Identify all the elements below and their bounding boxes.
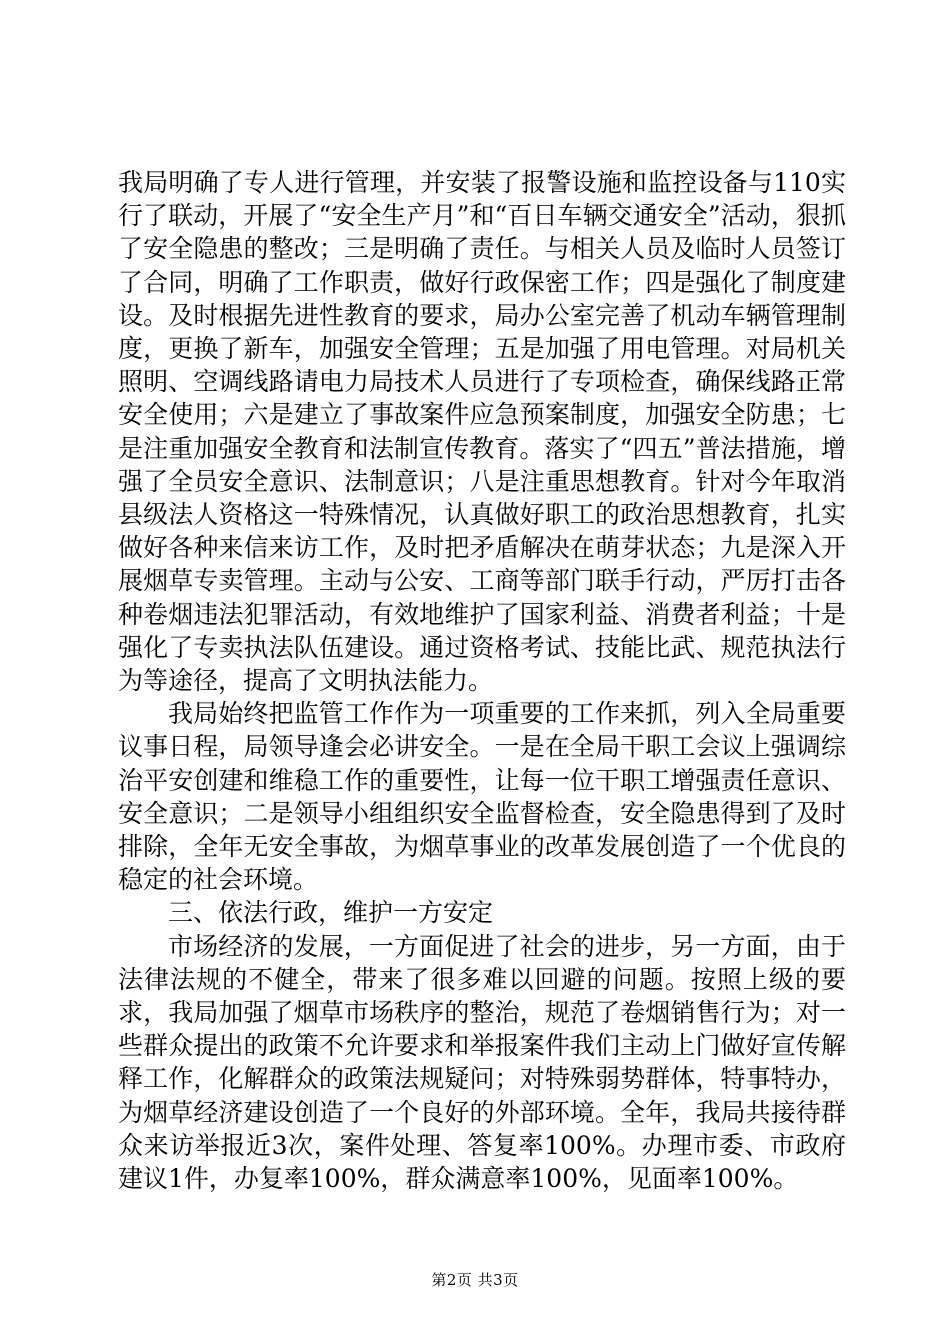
section-heading: 三、依法行政，维护一方安定 [168,898,494,928]
paragraph-market-economy: 市场经济的发展，一方面促进了社会的进步，另一方面，由于法律法规的不健全，带来了很多难以回避的问题。按照上级的要求，我局加强了烟草市场秩序的整治，规范了卷烟销售行为；对一些群众提出的政策不允许要求和举报案件我们主动上门做好宣传解释工作，化解群众的政策法规疑问；对特殊弱势群体，特事特办，为烟草经济建设创造了一个良好的外部环境。全年，我局共接待群众来访举报近3次，案件处理、答复率100%。办理市委、市政府建议1件，办复率100%，群众满意率100%，见面率100%。 [118,931,846,1194]
paragraph-supervision: 我局始终把监管工作作为一项重要的工作来抓，列入全局重要议事日程，局领导逢会必讲安全。一是在全局干职工会议上强调综治平安创建和维稳工作的重要性，让每一位干职工增强责任意识、安全意识；二是领导小组组织安全监督检查，安全隐患得到了及时排除，全年无安全事故，为烟草事业的改革发展创造了一个优良的稳定的社会环境。 [118,699,846,895]
document-body [118,166,846,1195]
paragraph-safety-measures: 我局明确了专人进行管理，并安装了报警设施和监控设备与110实行了联动，开展了“安全生产月”和“百日车辆交通安全”活动，狠抓了安全隐患的整改；三是明确了责任。与相关人员及临时人员签订了合同，明确了工作职责，做好行政保密工作；四是强化了制度建设。及时根据先进性教育的要求，局办公室完善了机动车辆管理制度，更换了新车，加强安全管理；五是加强了用电管理。对局机关照明、空调线路请电力局技术人员进行了专项检查，确保线路正常安全使用；六是建立了事故案件应急预案制度，加强安全防患；七是注重加强安全教育和法制宣传教育。落实了“四五”普法措施，增强了全员安全意识、法制意识；八是注重思想教育。针对今年取消县级法人资格这一特殊情况，认真做好职工的政治思想教育，扎实做好各种来信来访工作，及时把矛盾解决在萌芽状态；九是深入开展烟草专卖管理。主动与公安、工商等部门联手行动，严厉打击各种卷烟违法犯罪活动，有效地维护了国家利益、消费者利益；十是强化了专卖执法队伍建设。通过资格考试、技能比武、规范执法行为等途径，提高了文明执法能力。 [118,168,846,696]
page-number-footer: 第2页 共3页 [431,1271,519,1289]
